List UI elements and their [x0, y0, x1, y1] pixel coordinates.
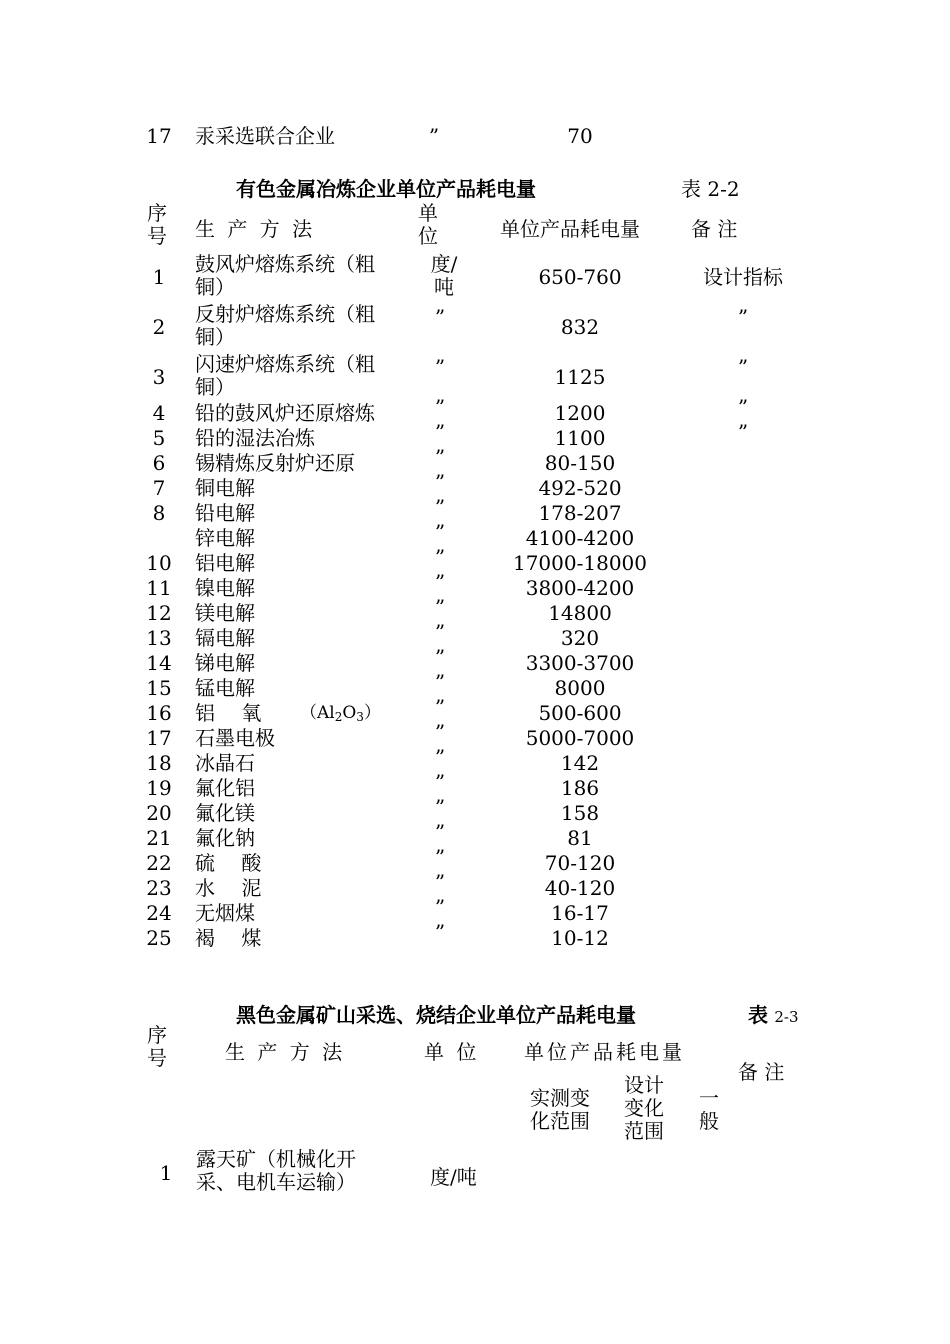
row-unit: ”	[434, 745, 446, 769]
row-value: 40-120	[544, 876, 616, 900]
table3-row-no: 1	[159, 1161, 173, 1185]
row-unit: ”	[434, 920, 446, 944]
alumina-s2: 3	[356, 710, 364, 724]
row-method: 铅的鼓风炉还原熔炼	[195, 401, 375, 425]
row-value: 14800	[548, 601, 612, 625]
row-no: 13	[146, 626, 172, 650]
row-method: 鼓风炉熔炼系统（粗铜）	[195, 252, 375, 299]
row-unit: ”	[428, 124, 440, 148]
table2-header-no: 序号	[147, 201, 167, 248]
table3-header-remark: 备 注	[738, 1060, 785, 1084]
row-unit: ”	[434, 395, 446, 419]
table3-header-method: 生 产 方 法	[225, 1040, 346, 1064]
row-remark: ”	[737, 395, 749, 419]
row-no: 6	[152, 451, 166, 475]
row-value: 8000	[554, 676, 606, 700]
row-value: 1100	[554, 426, 606, 450]
row-method: 硫 酸	[195, 851, 262, 875]
row-value: 650-760	[538, 265, 622, 289]
table2-header-method: 生 产 方 法	[195, 217, 316, 241]
row-value: 142	[560, 751, 600, 775]
row-value: 17000-18000	[512, 551, 647, 575]
row-no: 4	[152, 401, 166, 425]
row-unit: ”	[434, 620, 446, 644]
table3-row-method: 露天矿（机械化开采、电机车运输）	[196, 1147, 356, 1194]
row-unit: ”	[434, 670, 446, 694]
row-method: 锑电解	[195, 651, 255, 675]
row-unit: ”	[434, 445, 446, 469]
table2-label: 表 2-2	[681, 177, 740, 201]
row-no: 24	[146, 901, 172, 925]
row-value: 10-12	[551, 926, 609, 950]
row-no: 18	[146, 751, 172, 775]
row-method: 水 泥	[195, 876, 262, 900]
row-unit: ”	[434, 355, 446, 379]
row-unit: ”	[434, 845, 446, 869]
row-no: 11	[146, 576, 172, 600]
table3-label	[748, 999, 799, 1028]
row-method: 闪速炉熔炼系统（粗铜）	[195, 352, 375, 399]
table2-header-value: 单位产品耗电量	[500, 217, 640, 241]
row-no: 5	[152, 426, 166, 450]
row-value: 1125	[554, 365, 606, 389]
row-no: 15	[146, 676, 172, 700]
row-value: 80-150	[544, 451, 616, 475]
row-value: 81	[567, 826, 593, 850]
row-value: 178-207	[538, 501, 622, 525]
row-unit: ”	[434, 545, 446, 569]
row-unit: ”	[434, 795, 446, 819]
row-remark: ”	[737, 420, 749, 444]
row-method: 镁电解	[195, 601, 255, 625]
row-value: 3800-4200	[525, 576, 635, 600]
table3-header-no: 序号	[147, 1023, 167, 1070]
row-no: 1	[152, 265, 166, 289]
row-remark: ”	[737, 355, 749, 379]
alumina-mid: O	[342, 703, 357, 723]
row-unit: ”	[434, 495, 446, 519]
row-method: 铅的湿法冶炼	[195, 426, 315, 450]
row-method: 铝 氧	[195, 701, 262, 725]
row-value: 1200	[554, 401, 606, 425]
row-method: 氟化钠	[195, 826, 255, 850]
row-unit: ”	[434, 820, 446, 844]
row-no: 20	[146, 801, 172, 825]
row-unit: ”	[434, 720, 446, 744]
row-value: 832	[560, 315, 600, 339]
row-no: 19	[146, 776, 172, 800]
row-unit: 度/吨	[430, 252, 458, 299]
row-value: 186	[560, 776, 600, 800]
row-method: 汞采选联合企业	[195, 124, 335, 148]
row-method: 褐 煤	[195, 926, 262, 950]
row-method: 反射炉熔炼系统（粗铜）	[195, 302, 375, 349]
row-value: 158	[560, 801, 600, 825]
row-method: 镍电解	[195, 576, 255, 600]
table3-label-main: 表	[748, 1003, 768, 1027]
row-value: 492-520	[538, 476, 622, 500]
top-row	[0, 124, 950, 149]
row-unit: ”	[434, 570, 446, 594]
row-value: 500-600	[538, 701, 622, 725]
row-value: 16-17	[551, 901, 609, 925]
row-no: 21	[146, 826, 172, 850]
row-method: 冰晶石	[195, 751, 255, 775]
row-no: 23	[146, 876, 172, 900]
row-method: 铅电解	[195, 501, 255, 525]
table3-row-unit: 度/吨	[430, 1165, 477, 1189]
row-method: 镉电解	[195, 626, 255, 650]
row-unit: ”	[434, 770, 446, 794]
row-value: 320	[560, 626, 600, 650]
table2-header-remark: 备 注	[691, 217, 738, 241]
row-no: 25	[146, 926, 172, 950]
row-method: 锌电解	[195, 526, 255, 550]
table3-label-num: 2-3	[774, 1008, 799, 1026]
row-unit: ”	[434, 305, 446, 329]
row-method: 锰电解	[195, 676, 255, 700]
row-no: 16	[146, 701, 172, 725]
table3-sub-general: 一般	[699, 1086, 719, 1133]
row-method: 铜电解	[195, 476, 255, 500]
table3-sub-design: 设计变化范围	[624, 1073, 664, 1143]
table3-header-value: 单位产品耗电量	[524, 1040, 685, 1064]
row-unit: ”	[434, 695, 446, 719]
row-value: 3300-3700	[525, 651, 635, 675]
alumina-formula	[300, 701, 381, 730]
row-no: 8	[152, 501, 166, 525]
table3-sub-measured: 实测变化范围	[530, 1086, 590, 1133]
row-value: 70-120	[544, 851, 616, 875]
row-remark: 设计指标	[703, 265, 783, 289]
table3-header-unit: 单 位	[424, 1040, 480, 1064]
row-method: 锡精炼反射炉还原	[195, 451, 355, 475]
row-value: 70	[567, 124, 593, 148]
row-value: 4100-4200	[525, 526, 635, 550]
row-method: 铝电解	[195, 551, 255, 575]
row-no: 7	[152, 476, 166, 500]
row-no: 17	[146, 124, 172, 148]
row-method: 石墨电极	[195, 726, 275, 750]
row-unit: ”	[434, 895, 446, 919]
row-value: 5000-7000	[525, 726, 635, 750]
table2-title: 有色金属冶炼企业单位产品耗电量	[236, 177, 536, 201]
row-unit: ”	[434, 870, 446, 894]
row-unit: ”	[434, 420, 446, 444]
row-no: 14	[146, 651, 172, 675]
row-unit: ”	[434, 520, 446, 544]
row-unit: ”	[434, 470, 446, 494]
alumina-s1: 2	[334, 710, 343, 724]
row-no: 22	[146, 851, 172, 875]
row-no: 2	[152, 315, 166, 339]
row-no: 12	[146, 601, 172, 625]
table2-header-unit: 单位	[418, 201, 438, 248]
row-method: 无烟煤	[195, 901, 255, 925]
row-unit: ”	[434, 595, 446, 619]
row-no: 17	[146, 726, 172, 750]
row-unit: ”	[434, 645, 446, 669]
row-method: 氟化镁	[195, 801, 255, 825]
row-no: 10	[146, 551, 172, 575]
row-no: 3	[152, 365, 166, 389]
row-remark: ”	[737, 305, 749, 329]
alumina-close: ）	[363, 703, 381, 723]
table3-title: 黑色金属矿山采选、烧结企业单位产品耗电量	[236, 1003, 636, 1027]
alumina-open: （Al	[300, 703, 335, 723]
row-method: 氟化铝	[195, 776, 255, 800]
